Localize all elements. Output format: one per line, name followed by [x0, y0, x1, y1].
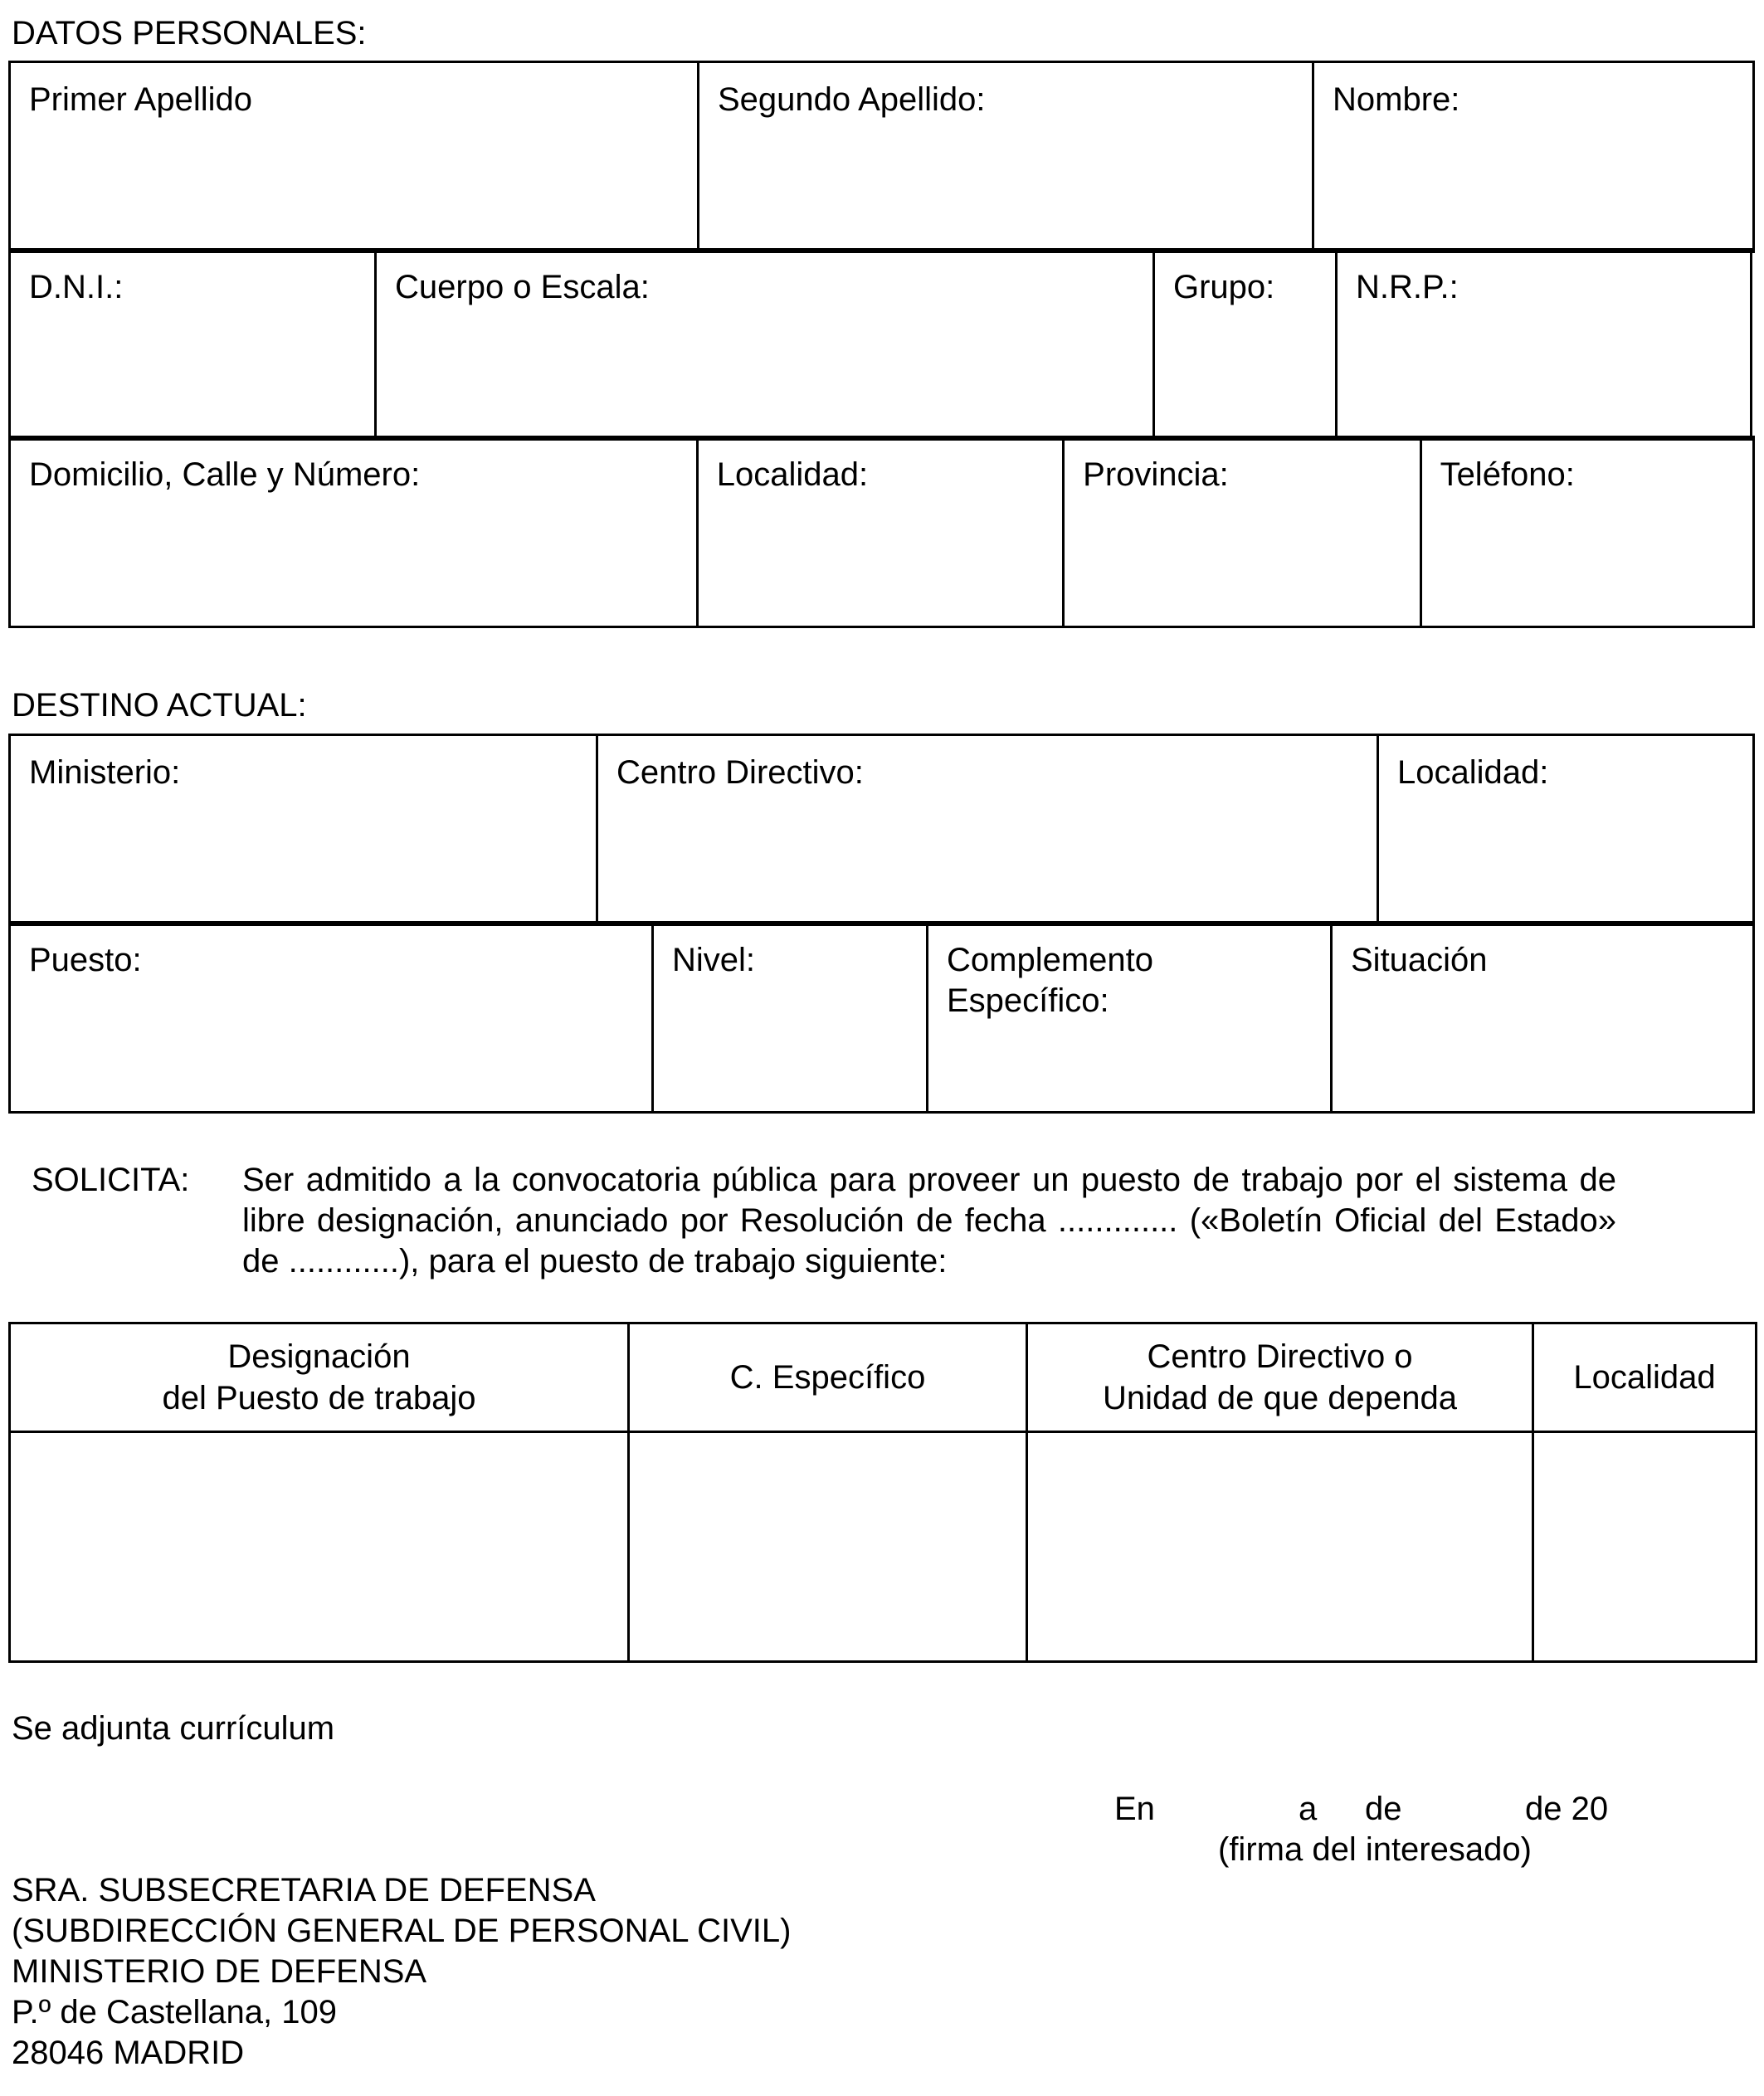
adjunto-note: Se adjunta currículum	[12, 1710, 335, 1747]
provincia-field[interactable]	[1062, 436, 1421, 628]
nombre-label: Nombre:	[1333, 81, 1460, 118]
nombre-field[interactable]	[1312, 61, 1755, 253]
solicita-label: SOLICITA:	[32, 1162, 190, 1198]
destino-actual-title: DESTINO ACTUAL:	[12, 687, 307, 724]
destino-localidad-label: Localidad:	[1397, 754, 1549, 791]
recipient-address	[12, 1870, 791, 2074]
complemento-especifico-label: Complemento Específico:	[947, 942, 1154, 1019]
centro-directivo-field[interactable]	[596, 734, 1379, 926]
cuerpo-escala-label: Cuerpo o Escala:	[395, 269, 650, 305]
table-row	[10, 1432, 1757, 1662]
domicilio-field[interactable]	[8, 436, 699, 628]
destino-actual-row-1	[8, 734, 1755, 924]
centro-directivo-header: Centro Directivo o Unidad de que dependa	[1027, 1323, 1533, 1432]
localidad-header: Localidad	[1533, 1323, 1757, 1432]
address-line: MINISTERIO DE DEFENSA	[12, 1953, 427, 1990]
localidad-cell[interactable]	[1533, 1432, 1757, 1662]
telefono-label: Teléfono:	[1440, 456, 1575, 493]
address-line: P.º de Castellana, 109	[12, 1994, 337, 2030]
centro-directivo-cell[interactable]	[1027, 1432, 1533, 1662]
localidad-label: Localidad:	[716, 456, 869, 493]
ministerio-label: Ministerio:	[29, 754, 181, 791]
nrp-label: N.R.P.:	[1356, 269, 1459, 305]
nrp-field[interactable]	[1335, 248, 1752, 441]
localidad-field[interactable]	[696, 436, 1065, 628]
destino-actual-row-2	[8, 921, 1755, 1111]
puesto-table-header-row	[10, 1323, 1757, 1432]
domicilio-label: Domicilio, Calle y Número:	[29, 456, 421, 493]
address-line: 28046 MADRID	[12, 2035, 245, 2071]
place-date-line	[1114, 1789, 1615, 1830]
c-especifico-header: C. Específico	[629, 1323, 1027, 1432]
situacion-field[interactable]	[1330, 921, 1755, 1114]
telefono-field[interactable]	[1420, 436, 1755, 628]
puesto-label: Puesto:	[29, 942, 142, 978]
segundo-apellido-field[interactable]	[697, 61, 1314, 253]
provincia-label: Provincia:	[1083, 456, 1229, 493]
designacion-cell[interactable]	[10, 1432, 629, 1662]
place-date-a: a	[1299, 1791, 1318, 1827]
address-line: SRA. SUBSECRETARIA DE DEFENSA	[12, 1872, 596, 1908]
segundo-apellido-label: Segundo Apellido:	[718, 81, 986, 118]
destino-localidad-field[interactable]	[1377, 734, 1755, 926]
complemento-especifico-field[interactable]	[926, 921, 1333, 1114]
datos-personales-row-2	[8, 248, 1755, 438]
address-line: (SUBDIRECCIÓN GENERAL DE PERSONAL CIVIL)	[12, 1913, 792, 1949]
dni-field[interactable]	[8, 248, 377, 441]
place-date-de: de	[1365, 1791, 1402, 1827]
nivel-label: Nivel:	[672, 942, 756, 978]
puesto-table	[8, 1322, 1757, 1663]
c-especifico-cell[interactable]	[629, 1432, 1027, 1662]
primer-apellido-field[interactable]	[8, 61, 699, 253]
designacion-header: Designación del Puesto de trabajo	[10, 1323, 629, 1432]
grupo-field[interactable]	[1152, 248, 1338, 441]
primer-apellido-label: Primer Apellido	[29, 81, 253, 118]
place-date-de-20: de 20	[1525, 1791, 1609, 1827]
situacion-label: Situación	[1351, 942, 1488, 978]
firma-note: (firma del interesado)	[1218, 1831, 1532, 1868]
solicita-text: Ser admitido a la convocatoria pública para proveer un puesto de trabajo por el sistema de libre designación, anunciado por Resolución de fecha ............. («Boletín Oficial del Estado» de ............), para el puesto de trabajo siguiente:	[242, 1162, 1616, 1280]
cuerpo-escala-field[interactable]	[374, 248, 1155, 441]
centro-directivo-label: Centro Directivo:	[616, 754, 864, 791]
grupo-label: Grupo:	[1173, 269, 1275, 305]
datos-personales-row-3	[8, 436, 1755, 626]
nivel-field[interactable]	[651, 921, 928, 1114]
ministerio-field[interactable]	[8, 734, 598, 926]
dni-label: D.N.I.:	[29, 269, 124, 305]
datos-personales-title: DATOS PERSONALES:	[12, 15, 367, 51]
datos-personales-row-1	[8, 61, 1755, 251]
puesto-field[interactable]	[8, 921, 654, 1114]
place-date-en: En	[1114, 1791, 1155, 1827]
